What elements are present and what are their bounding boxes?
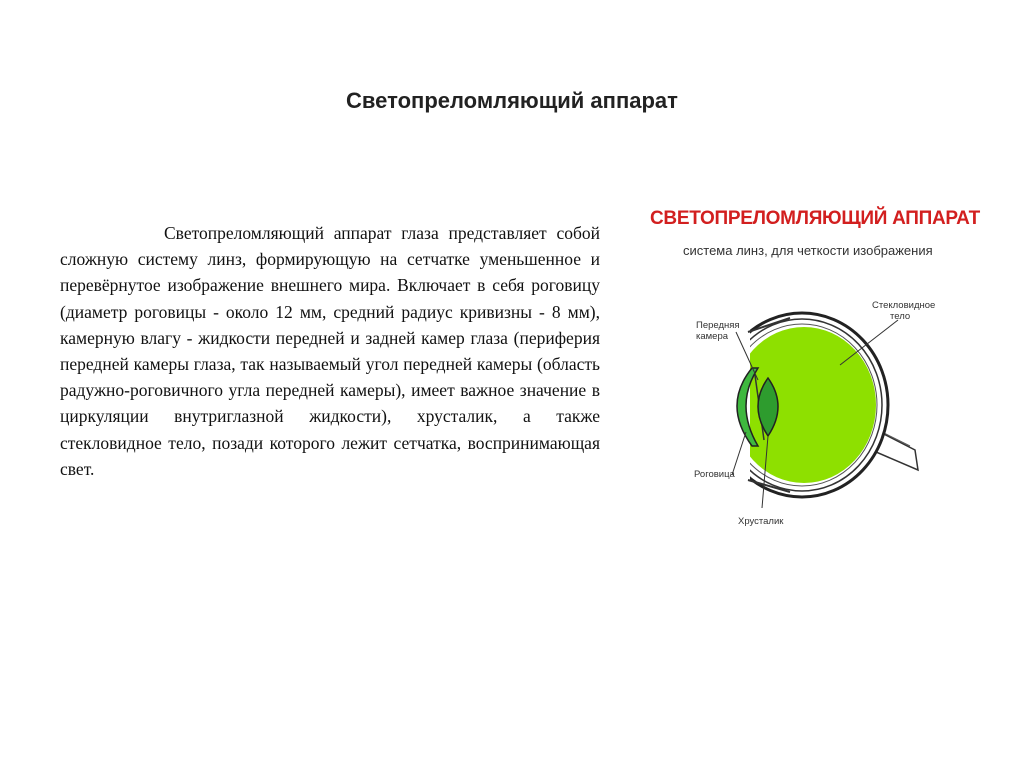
label-vitreous-line2: тело: [890, 311, 911, 322]
eye-diagram: [640, 200, 980, 535]
vitreous-body: [732, 327, 876, 483]
slide-title: Светопреломляющий аппарат: [346, 88, 678, 113]
label-anterior-chamber: [696, 320, 740, 342]
figure-subtitle: система линз, для четкости изображения: [683, 243, 933, 258]
label-lens: Хрусталик: [738, 516, 784, 527]
label-cornea: Роговица: [694, 469, 735, 480]
label-vitreous: [872, 300, 935, 322]
label-anterior-line1: Передняя: [696, 320, 740, 331]
figure-title: СВЕТОПРЕЛОМЛЯЮЩИЙ АППАРАТ: [650, 208, 980, 229]
label-vitreous-line1: Стекловидное: [872, 300, 936, 311]
eye-illustration: [640, 200, 980, 535]
body-paragraph: Светопреломляющий аппарат глаза представляет собой сложную систему линз, формирующую на сетчатке уменьшенное и перевёрнутое изображение внешнего мира. Включает в себя роговицу (диаметр роговицы - около 12 мм, средний радиус кривизны - 8 мм), камерную влагу - жидкости передней и задней камер глаза (периферия передней камеры глаза, так называемый угол передней камеры (область радужно-роговичного угла передней камеры), имеет важное значение в циркуляции внутриглазной жидкости), хрусталик, а также стекловидное тело, позади которого лежит сетчатка, воспринимающая свет.: [60, 223, 600, 479]
label-anterior-line2: камера: [696, 331, 729, 342]
